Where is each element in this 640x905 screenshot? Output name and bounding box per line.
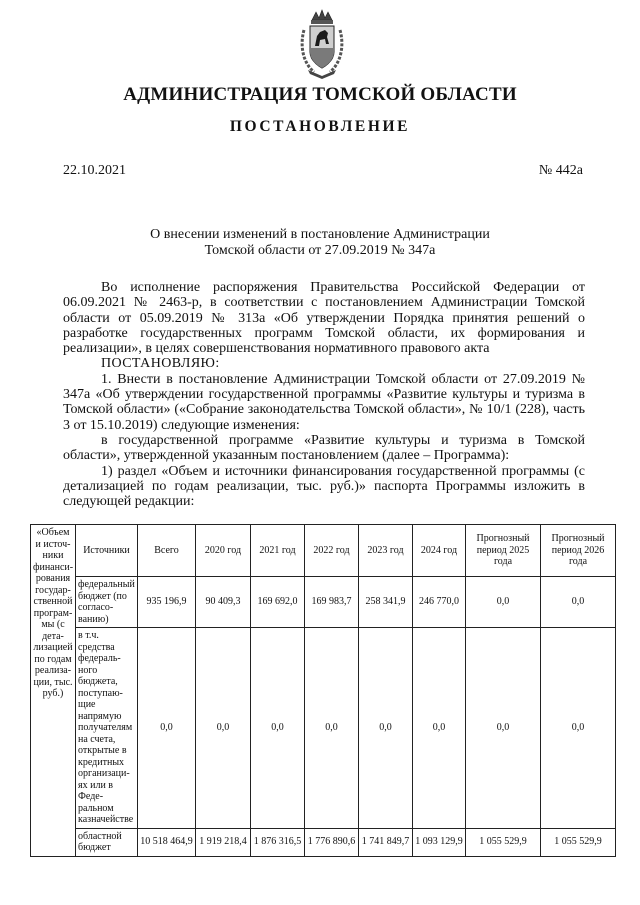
value-cell: 1 776 890,6 (305, 828, 359, 856)
table-row (31, 577, 616, 628)
column-header: Прогнозный период 2026 года (541, 525, 616, 577)
document-type: ПОСТАНОВЛЕНИЕ (229, 118, 411, 135)
subject-line: Томской области от 27.09.2019 № 347а (204, 243, 436, 258)
column-header: Источники (76, 525, 138, 577)
value-cell: 1 093 129,9 (413, 828, 466, 856)
financing-table (30, 524, 616, 857)
value-cell: 1 055 529,9 (541, 828, 616, 856)
value-cell: 0,0 (138, 628, 196, 829)
document-subject (0, 227, 640, 259)
coat-of-arms-icon (298, 8, 346, 80)
table-row-label: «Объем и источ-ники финанси-рования государ-ственной програм-мы (с дета-лизацией по годам реализа-ции, тыс. руб.) (31, 525, 76, 857)
value-cell: 0,0 (359, 628, 413, 829)
value-cell: 246 770,0 (413, 577, 466, 628)
column-header: 2023 год (359, 525, 413, 577)
column-header: 2022 год (305, 525, 359, 577)
column-header: 2024 год (413, 525, 466, 577)
value-cell: 0,0 (196, 628, 251, 829)
value-cell: 0,0 (251, 628, 305, 829)
table-row (31, 828, 616, 856)
subject-line: О внесении изменений в постановление Администрации (150, 227, 490, 242)
value-cell: 169 983,7 (305, 577, 359, 628)
decree-word: ПОСТАНОВЛЯЮ: (101, 356, 220, 372)
value-cell: 1 055 529,9 (466, 828, 541, 856)
value-cell: 0,0 (466, 577, 541, 628)
source-cell: федеральный бюджет (по согласо-ванию) (76, 577, 138, 628)
value-cell: 1 919 218,4 (196, 828, 251, 856)
item-1-paragraph: 1. Внести в постановление Администрации Томской области от 27.09.2019 № 347а «Об утверждении государственной программы «Развитие культуры и туризма в Томской области» («Собрание законодательства Томской области», № 10/1 (228), часть 3 от 15.10.2019) следующие изменения: (63, 371, 585, 433)
column-header: Всего (138, 525, 196, 577)
column-header: 2021 год (251, 525, 305, 577)
program-paragraph: в государственной программе «Развитие культуры и туризма в Томской области», утвержденной указанным постановлением (далее – Программа): (63, 432, 585, 464)
value-cell: 0,0 (541, 628, 616, 829)
table-header-row (31, 525, 616, 577)
document-body (63, 280, 585, 509)
column-header: Прогнозный период 2025 года (466, 525, 541, 577)
value-cell: 0,0 (305, 628, 359, 829)
value-cell: 1 876 316,5 (251, 828, 305, 856)
value-cell: 0,0 (413, 628, 466, 829)
source-cell: областной бюджет (76, 828, 138, 856)
column-header: 2020 год (196, 525, 251, 577)
value-cell: 258 341,9 (359, 577, 413, 628)
document-date: 22.10.2021 (63, 163, 126, 178)
value-cell: 169 692,0 (251, 577, 305, 628)
value-cell: 935 196,9 (138, 577, 196, 628)
source-cell: в т.ч. средства федераль-ного бюджета, поступаю-щие напрямую получателям на счета, открытые в кредитных организаци-ях или в Феде-ральном казначействе (76, 628, 138, 829)
document-number: № 442а (538, 163, 583, 178)
subitem-1-paragraph: 1) раздел «Объем и источники финансирования государственной программы (с детализацией по годам реализации, тыс. руб.)» паспорта Программы изложить в следующей редакции: (63, 463, 585, 510)
table-row (31, 628, 616, 829)
organization-title: АДМИНИСТРАЦИЯ ТОМСКОЙ ОБЛАСТИ (123, 84, 517, 105)
value-cell: 10 518 464,9 (138, 828, 196, 856)
value-cell: 1 741 849,7 (359, 828, 413, 856)
value-cell: 90 409,3 (196, 577, 251, 628)
value-cell: 0,0 (541, 577, 616, 628)
value-cell: 0,0 (466, 628, 541, 829)
preamble-paragraph: Во исполнение распоряжения Правительства Российской Федерации от 06.09.2021 № 2463-р, в соответствии с постановлением Администрации Томской области от 05.09.2019 № 313а «Об утверждении Порядка принятия решений о разработке государственных программ Томской области, их формирования и реализации», в целях совершенствования нормативного правового акта (63, 280, 585, 357)
